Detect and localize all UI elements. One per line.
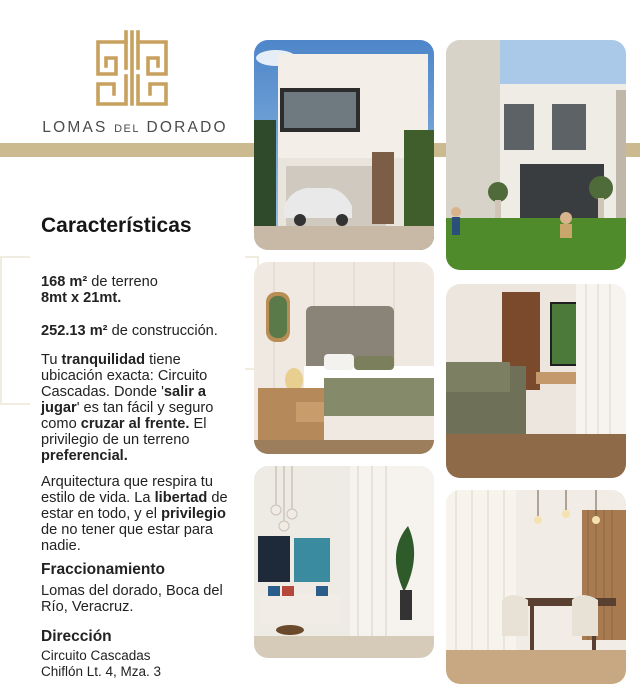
direccion-line2: Chiflón Lt. 4, Mza. 3 — [41, 664, 162, 679]
land-value: 168 m² — [41, 274, 88, 290]
desc-text: tiene ubicación exacta: Circuito Cascadas. Donde ' — [41, 352, 208, 400]
desc-bold: cruzar al frente. — [80, 416, 190, 432]
section-title: Características — [41, 214, 192, 237]
construction-label: de construcción. — [107, 323, 218, 339]
bedroom-photo — [254, 262, 434, 454]
desc-bold: preferencial. — [41, 448, 128, 464]
desc-bold: tranquilidad — [61, 352, 146, 368]
desc-text: de estar en todo, y el — [41, 490, 228, 522]
brand-name-part3: DORADO — [146, 119, 228, 136]
direccion-line1: Circuito Cascadas — [41, 648, 151, 663]
construction-value: 252.13 m² — [41, 323, 108, 339]
brand-name — [0, 119, 270, 137]
house-facade-photo — [254, 40, 434, 250]
desc-text: Tu — [41, 352, 62, 368]
living-room-photo — [254, 466, 434, 658]
brand-name-part1: LOMAS — [42, 119, 108, 136]
construction-spec — [41, 323, 256, 339]
direccion-value — [41, 648, 241, 680]
desc-bold: privilegio — [161, 506, 226, 522]
brand-name-part2: DEL — [114, 123, 140, 135]
greek-key-logo-icon — [94, 28, 170, 108]
desc-text: El privilegio de un terreno — [41, 416, 207, 448]
bedroom-tv-photo — [446, 284, 626, 478]
desc-text: Arquitectura que respira tu estilo de vida. La — [41, 474, 213, 506]
backyard-garden-photo — [446, 40, 626, 270]
land-label: de terreno — [87, 274, 158, 290]
dining-room-photo — [446, 490, 626, 684]
description-paragraph-1 — [41, 352, 241, 464]
description-paragraph-2 — [41, 474, 244, 554]
fraccionamiento-title: Fraccionamiento — [41, 561, 166, 578]
fraccionamiento-value: Lomas del dorado, Boca del Río, Veracruz. — [41, 583, 223, 615]
desc-bold: salir a jugar — [41, 384, 207, 416]
land-dimensions: 8mt x 21mt. — [41, 290, 122, 306]
direccion-title: Dirección — [41, 628, 112, 645]
desc-text: ' es tan fácil y seguro como — [41, 400, 214, 432]
land-spec — [41, 274, 251, 306]
desc-bold: libertad — [154, 490, 208, 506]
desc-text: de no tener que estar para nadie. — [41, 522, 214, 554]
